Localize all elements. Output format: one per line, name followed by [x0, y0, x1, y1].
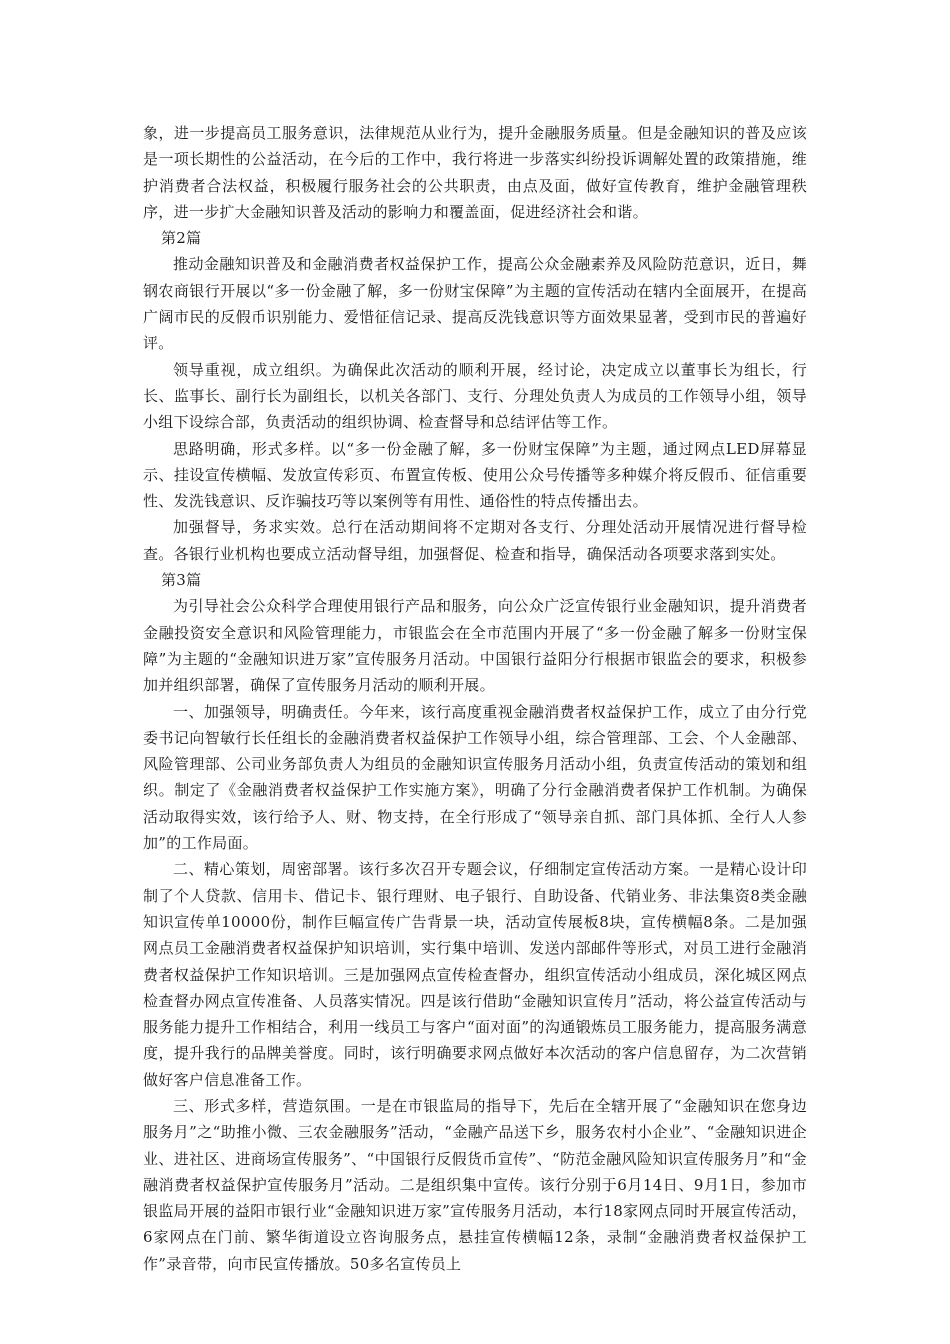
paragraph: 二、精心策划，周密部署。该行多次召开专题会议，仔细制定宣传活动方案。一是精心设计印制了个人贷款、信用卡、借记卡、银行理财、电子银行、自助设备、代销业务、非法集资8类金融知识宣传单10000份，制作巨幅宣传广告背景一块，活动宣传展板8块，宣传横幅8条。二是加强网点员工金融消费者权益保护知识培训，实行集中培训、发送内部邮件等形式，对员工进行金融消费者权益保护工作知识培训。三是加强网点宣传检查督办，组织宣传活动小组成员，深化城区网点检查督办网点宣传准备、人员落实情况。四是该行借助“金融知识宣传月”活动，将公益宣传活动与服务能力提升工作相结合，利用一线员工与客户“面对面”的沟通锻炼员工服务能力，提高服务满意度，提升我行的品牌美誉度。同时，该行明确要求网点做好本次活动的客户信息留存，为二次营销做好客户信息准备工作。 [143, 860, 807, 1089]
paragraph: 为引导社会公众科学合理使用银行产品和服务，向公众广泛宣传银行业金融知识，提升消费者金融投资安全意识和风险管理能力，市银监会在全市范围内开展了“多一份金融了解多一份财宝保障”为主题的“金融知识进万家”宣传服务月活动。中国银行益阳分行根据市银监会的要求，积极参加并组织部署，确保了宣传服务月活动的顺利开展。 [143, 597, 807, 695]
paragraph: 加强督导，务求实效。总行在活动期间将不定期对各支行、分理处活动开展情况进行督导检查。各银行业机构也要成立活动督导组，加强督促、检查和指导，确保活动各项要求落到实处。 [143, 518, 807, 563]
paragraph: 一、加强领导，明确责任。今年来，该行高度重视金融消费者权益保护工作，成立了由分行党委书记向智敏行长任组长的金融消费者权益保护工作领导小组，综合管理部、工会、个人金融部、风险管理部、公司业务部负责人为组员的金融知识宣传服务月活动小组，负责宣传活动的策划和组织。制定了《金融消费者权益保护工作实施方案》，明确了分行金融消费者保护工作机制。为确保活动取得实效，该行给予人、财、物支持，在全行形成了“领导亲自抓、部门具体抓、全行人人参加”的工作局面。 [143, 702, 807, 853]
paragraph: 三、形式多样，营造氛围。一是在市银监局的指导下，先后在全辖开展了“金融知识在您身边服务月”之“助推小微、三农金融服务”活动，“金融产品送下乡，服务农村小企业”、“金融知识进企业、进社区、进商场宣传服务”、“中国银行反假货币宣传”、“防范金融风险知识宣传服务月”和“金融消费者权益保护宣传服务月”活动。二是组织集中宣传。该行分别于6月14日、9月1日，参加市银监局开展的益阳市银行业“金融知识进万家”宣传服务月活动，本行18家网点同时开展宣传活动，6家网点在门前、繁华街道设立咨询服务点，悬挂宣传横幅12条，录制“金融消费者权益保护工作”录音带，向市民宣传播放。50多名宣传员上 [143, 1096, 807, 1273]
paragraph-continuation: 象，进一步提高员工服务意识，法律规范从业行为，提升金融服务质量。但是金融知识的普及应该是一项长期性的公益活动，在今后的工作中，我行将进一步落实纠纷投诉调解处置的政策措施，维护消费者合法权益，积极履行服务社会的公共职责，由点及面，做好宣传教育，维护金融管理秩序，进一步扩大金融知识普及活动的影响力和覆盖面，促进经济社会和谐。 [143, 124, 807, 221]
paragraph: 思路明确，形式多样。以“多一份金融了解，多一份财宝保障”为主题，通过网点LED屏幕显示、挂设宣传横幅、发放宣传彩页、布置宣传板、使用公众号传播等多种媒介将反假币、征信重要性、发洗钱意识、反诈骗技巧等以案例等有用性、通俗性的特点传播出去。 [143, 439, 807, 511]
document-page [143, 120, 807, 1277]
paragraph: 推动金融知识普及和金融消费者权益保护工作，提高公众金融素养及风险防范意识，近日，舞钢农商银行开展以“多一份金融了解，多一份财宝保障”为主题的宣传活动在辖内全面展开，在提高广阔市民的反假币识别能力、爱惜征信记录、提高反洗钱意识等方面效果显著，受到市民的普遍好评。 [143, 255, 807, 353]
section-heading-3: 第3篇 [161, 571, 202, 590]
paragraph: 领导重视，成立组织。为确保此次活动的顺利开展，经讨论，决定成立以董事长为组长，行长、监事长、副行长为副组长，以机关各部门、支行、分理处负责人为成员的工作领导小组，领导小组下设综合部，负责活动的组织协调、检查督导和总结评估等工作。 [143, 360, 807, 432]
section-heading-2: 第2篇 [161, 229, 202, 248]
